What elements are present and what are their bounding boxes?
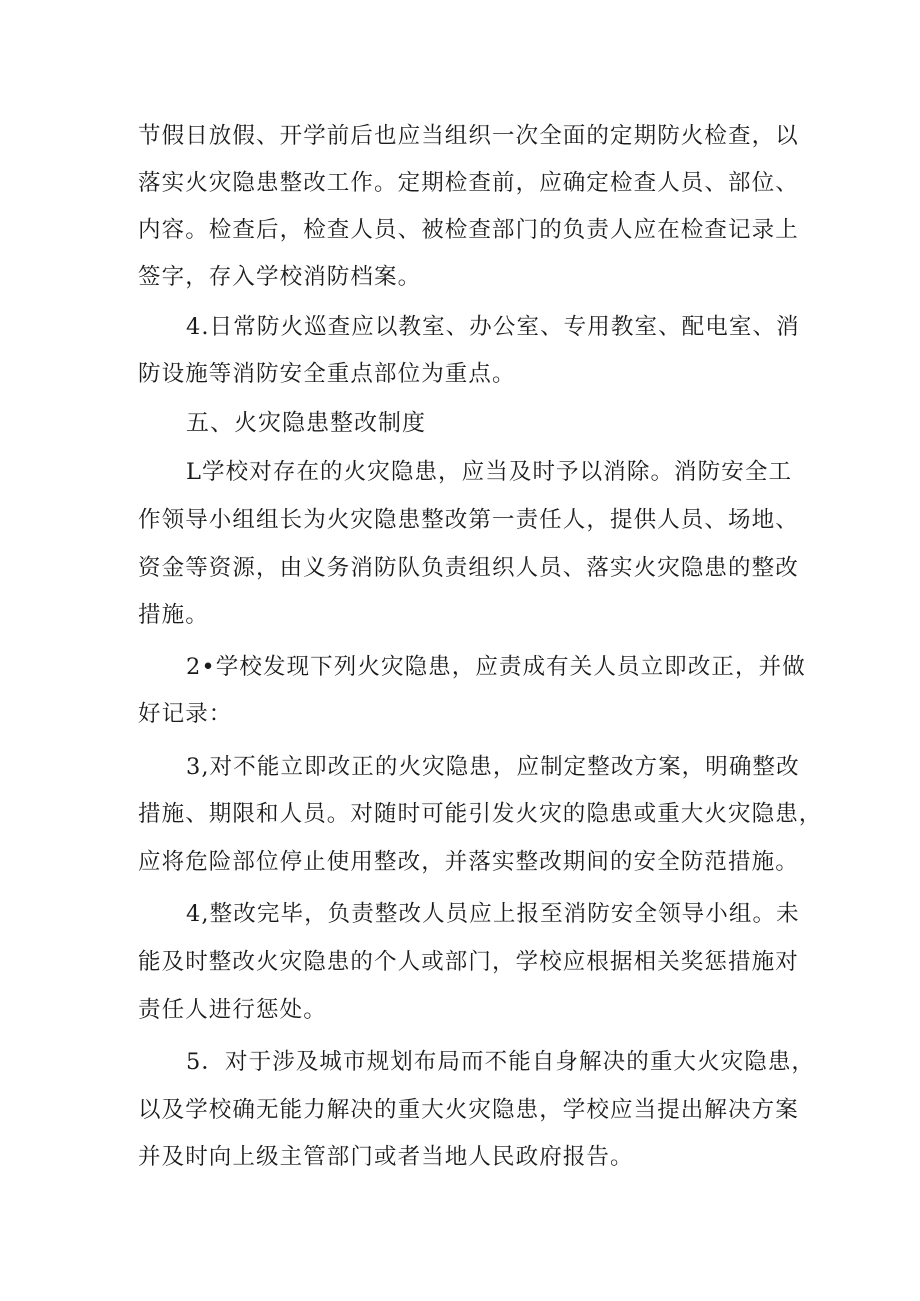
text-line: 并及时向上级主管部门或者当地人民政府报告。 — [138, 1144, 634, 1170]
text-line: 防设施等消防安全重点部位为重点。 — [138, 361, 516, 387]
text-line: 签字，存入学校消防档案。 — [138, 264, 422, 290]
section-heading: 五、火灾隐患整改制度 — [186, 410, 426, 436]
text-line: 措施、期限和人员。对随时可能引发火灾的隐患或重大火灾隐患， — [138, 801, 823, 827]
text-line: 落实火灾隐患整改工作。定期检查前，应确定检查人员、部位、 — [138, 170, 799, 196]
text-line: 作领导小组组长为火灾隐患整改第一责任人，提供人员、场地、 — [138, 507, 799, 533]
text-line: 5．对于涉及城市规划布局而不能自身解决的重大火灾隐患， — [186, 1049, 816, 1075]
text-line: 资金等资源，由义务消防队负责组织人员、落实火灾隐患的整改 — [138, 555, 799, 581]
text-line: 措施。 — [138, 602, 209, 628]
text-line: L学校对存在的火灾隐患，应当及时予以消除。消防安全工 — [186, 459, 793, 485]
text-line: 节假日放假、开学前后也应当组织一次全面的定期防火检查，以 — [138, 123, 799, 149]
text-line: 4,整改完毕，负责整改人员应上报至消防安全领导小组。未 — [186, 901, 800, 927]
text-line: 责任人进行惩处。 — [138, 997, 327, 1023]
text-line: 应将危险部位停止使用整改，并落实整改期间的安全防范措施。 — [138, 849, 799, 875]
text-line: 好记录： — [138, 701, 233, 727]
text-line: 内容。检查后，检查人员、被检查部门的负责人应在检查记录上 — [138, 217, 799, 243]
text-line: 2•学校发现下列火灾隐患，应责成有关人员立即改正，并做 — [186, 654, 806, 680]
text-line: 能及时整改火灾隐患的个人或部门，学校应根据相关奖惩措施对 — [138, 949, 799, 975]
text-line: 以及学校确无能力解决的重大火灾隐患，学校应当提出解决方案 — [138, 1097, 799, 1123]
text-line: 4.日常防火巡查应以教室、办公室、专用教室、配电室、消 — [186, 314, 800, 340]
text-line: 3,对不能立即改正的火灾隐患，应制定整改方案，明确整改 — [186, 754, 800, 780]
